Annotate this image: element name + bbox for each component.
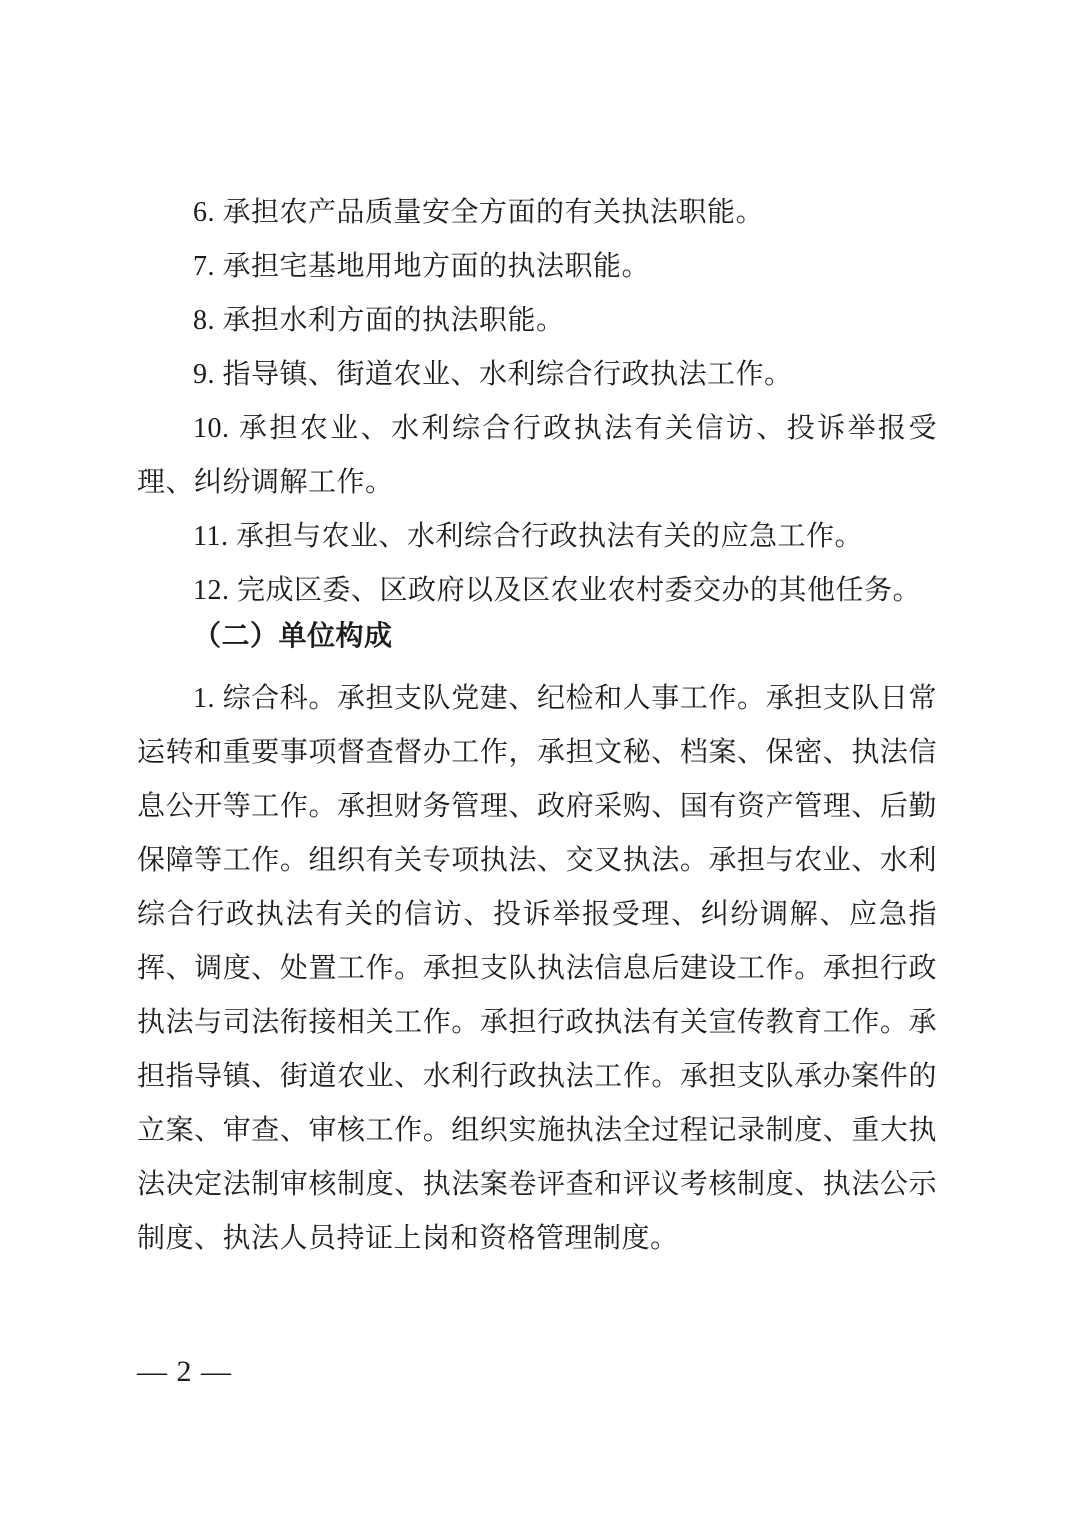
list-item-9: 9. 指导镇、街道农业、水利综合行政执法工作。 [193, 359, 793, 390]
list-item-8: 8. 承担水利方面的执法职能。 [193, 305, 565, 336]
list-item-11: 11. 承担与农业、水利综合行政执法有关的应急工作。 [193, 521, 863, 552]
list-item-10: 10. 承担农业、水利综合行政执法有关信访、投诉举报受理、纠纷调解工作。 [137, 413, 937, 498]
section-heading: （二）单位构成 [193, 621, 393, 652]
page-number: — 2 — [137, 1355, 232, 1388]
document-body [137, 186, 937, 1266]
list-item-7: 7. 承担宅基地用地方面的执法职能。 [193, 251, 651, 282]
body-paragraph-unit-composition: 1. 综合科。承担支队党建、纪检和人事工作。承担支队日常运转和重要事项督查督办工作，承担文秘、档案、保密、执法信息公开等工作。承担财务管理、政府采购、国有资产管理、后勤保障等工作。组织有关专项执法、交叉执法。承担与农业、水利综合行政执法有关的信访、投诉举报受理、纠纷调解、应急指挥、调度、处置工作。承担支队执法信息后建设工作。承担行政执法与司法衔接相关工作。承担行政执法有关宣传教育工作。承担指导镇、街道农业、水利行政执法工作。承担支队承办案件的立案、审查、审核工作。组织实施执法全过程记录制度、重大执法决定法制审核制度、执法案卷评查和评议考核制度、执法公示制度、执法人员持证上岗和资格管理制度。 [137, 683, 937, 1254]
list-item-6: 6. 承担农产品质量安全方面的有关执法职能。 [193, 197, 765, 228]
list-item-12: 12. 完成区委、区政府以及区农业农村委交办的其他任务。 [193, 575, 922, 606]
